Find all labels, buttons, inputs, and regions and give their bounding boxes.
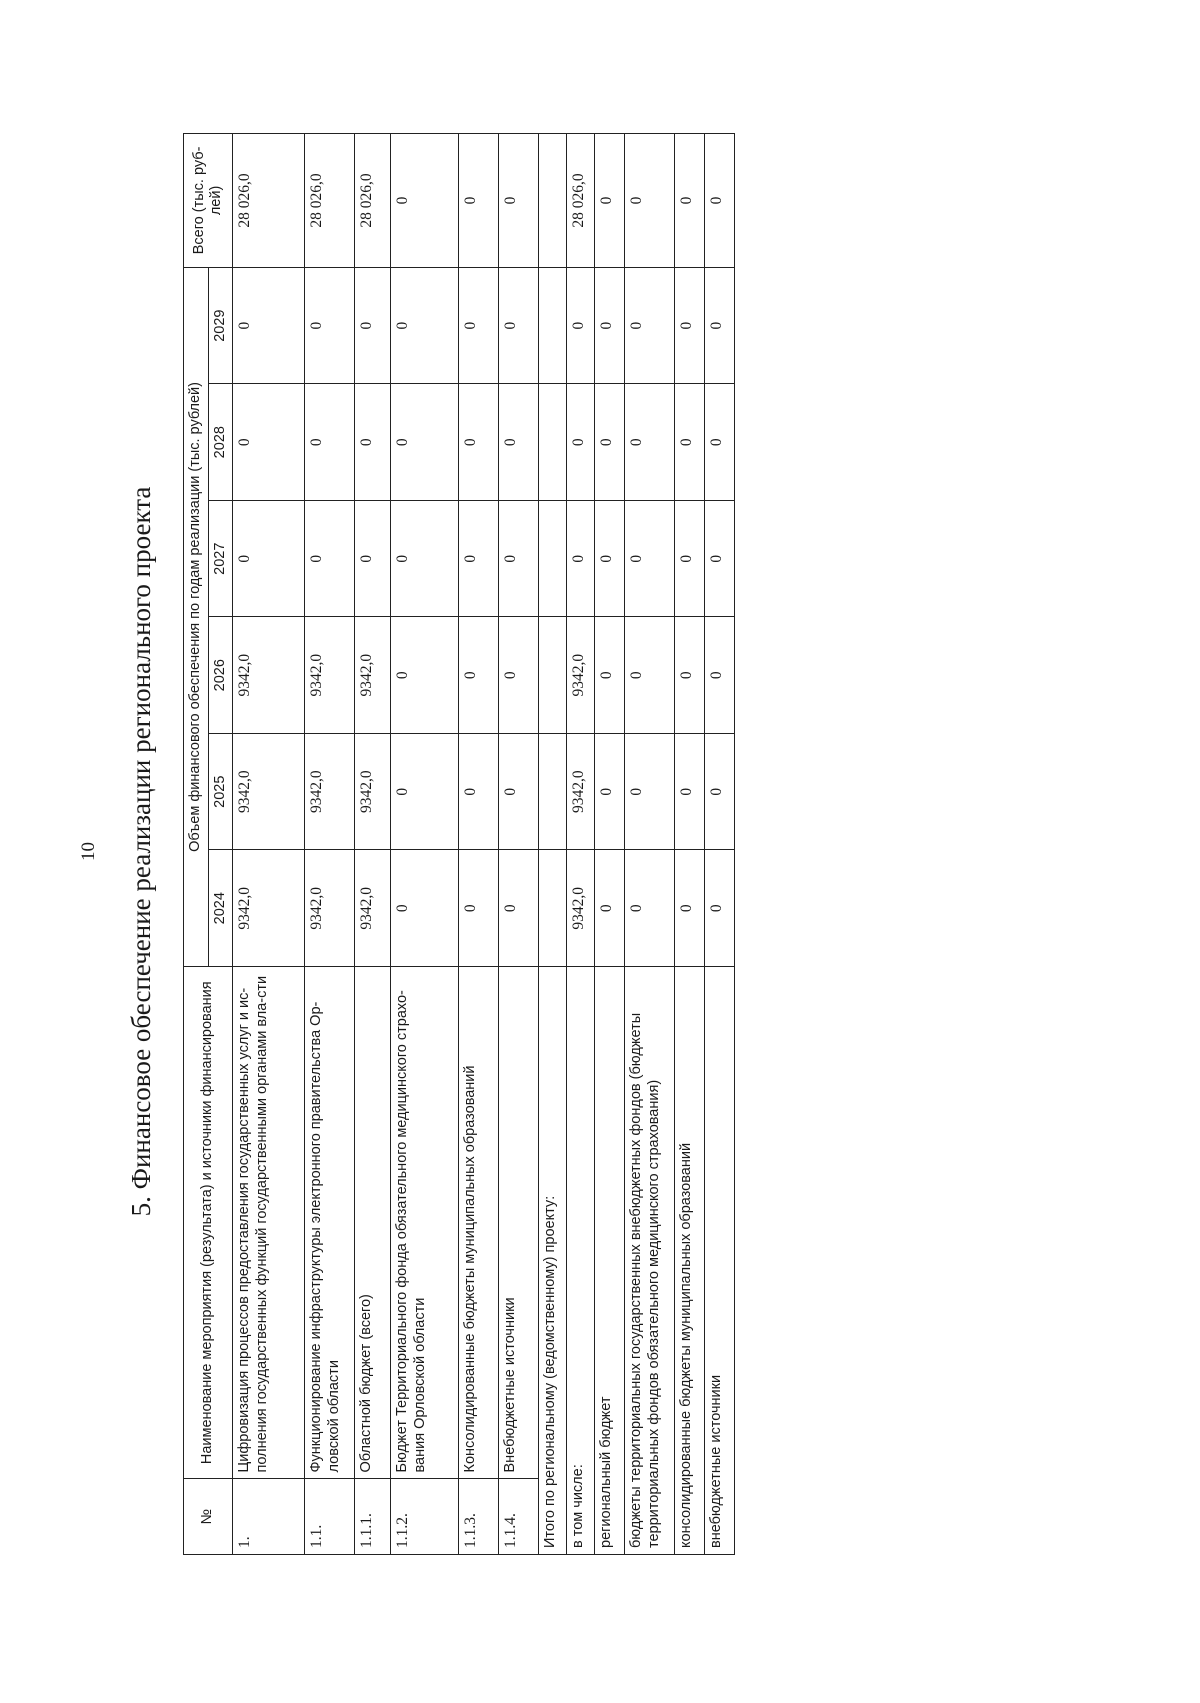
value-cell: 0 xyxy=(499,267,539,384)
value-cell: 0 xyxy=(705,267,735,384)
value-cell: 0 xyxy=(391,617,459,734)
row-number: 1.1.3. xyxy=(459,1479,499,1555)
value-cell: 0 xyxy=(675,617,705,734)
total-cell: 28 026,0 xyxy=(305,134,355,268)
table-row xyxy=(391,134,459,1555)
header-year: 2026 xyxy=(208,617,233,734)
value-cell: 0 xyxy=(233,500,305,617)
value-cell: 0 xyxy=(625,850,675,967)
sub-row-name: консолидированные бюджеты муниципальных образований xyxy=(675,967,705,1555)
value-cell: 0 xyxy=(625,500,675,617)
header-year: 2028 xyxy=(208,384,233,501)
value-cell: 0 xyxy=(595,617,625,734)
row-name: Бюджет Территориального фонда обязательного медицинского страхо-вания Орловской области xyxy=(391,967,459,1479)
table-row xyxy=(459,134,499,1555)
value-cell: 0 xyxy=(567,384,595,501)
table-row xyxy=(233,134,305,1555)
total-label: Итого по региональному (ведомственному) проекту: xyxy=(539,967,567,1555)
row-name: Функционирование инфраструктуры электронного правительства Ор-ловской области xyxy=(305,967,355,1479)
value-cell: 0 xyxy=(459,500,499,617)
value-cell: 0 xyxy=(459,617,499,734)
header-name: Наименование мероприятия (результата) и источники финансирования xyxy=(184,967,233,1479)
value-cell: 9342,0 xyxy=(567,617,595,734)
value-cell: 0 xyxy=(675,267,705,384)
value-cell: 0 xyxy=(391,500,459,617)
value-cell: 0 xyxy=(625,733,675,850)
header-year: 2027 xyxy=(208,500,233,617)
total-cell: 0 xyxy=(391,134,459,268)
sub-row xyxy=(705,134,735,1555)
value-cell: 0 xyxy=(305,500,355,617)
value-cell: 0 xyxy=(675,500,705,617)
value-cell: 0 xyxy=(567,500,595,617)
sub-row-name: бюджеты территориальных государственных внебюджетных фондов (бюджеты территориальных фондов обязательного медицинского страхования) xyxy=(625,967,675,1555)
value-cell: 9342,0 xyxy=(567,733,595,850)
row-name: Консолидированные бюджеты муниципальных образований xyxy=(459,967,499,1479)
value-cell: 9342,0 xyxy=(305,733,355,850)
value-cell: 0 xyxy=(625,617,675,734)
value-cell: 9342,0 xyxy=(355,617,391,734)
value-cell: 9342,0 xyxy=(305,617,355,734)
value-cell: 0 xyxy=(499,617,539,734)
total-cell: 0 xyxy=(675,134,705,268)
row-name: Цифровизация процессов предоставления государственных услуг и ис-полнения государственных функций государственными органами вла-сти xyxy=(233,967,305,1479)
value-cell: 9342,0 xyxy=(567,850,595,967)
value-cell: 0 xyxy=(567,267,595,384)
value-cell: 9342,0 xyxy=(233,733,305,850)
value-cell: 0 xyxy=(459,267,499,384)
total-cell: 0 xyxy=(705,134,735,268)
value-cell: 0 xyxy=(595,384,625,501)
row-number: 1. xyxy=(233,1479,305,1555)
value-cell: 0 xyxy=(391,733,459,850)
value-cell: 0 xyxy=(499,500,539,617)
total-row xyxy=(539,134,567,1555)
value-cell: 0 xyxy=(391,384,459,501)
total-cell: 28 026,0 xyxy=(233,134,305,268)
header-year: 2025 xyxy=(208,733,233,850)
row-number: 1.1.1. xyxy=(355,1479,391,1555)
value-cell: 0 xyxy=(355,500,391,617)
page-title: 5. Финансовое обеспечение реализации регионального проекта xyxy=(126,486,156,1217)
value-cell: 0 xyxy=(595,500,625,617)
sub-row xyxy=(675,134,705,1555)
value-cell: 0 xyxy=(233,267,305,384)
value-cell: 0 xyxy=(705,733,735,850)
value-cell: 9342,0 xyxy=(305,850,355,967)
value-cell: 0 xyxy=(305,267,355,384)
sub-row-name: региональный бюджет xyxy=(595,967,625,1555)
total-cell: 28 026,0 xyxy=(355,134,391,268)
value-cell: 0 xyxy=(499,384,539,501)
header-number: № xyxy=(184,1479,233,1555)
subtotal-label: в том числе: xyxy=(567,967,595,1555)
value-cell: 0 xyxy=(391,850,459,967)
sub-row-name: внебюджетные источники xyxy=(705,967,735,1555)
row-name: Внебюджетные источники xyxy=(499,967,539,1479)
value-cell: 0 xyxy=(595,850,625,967)
value-cell: 9342,0 xyxy=(233,617,305,734)
value-cell: 0 xyxy=(355,267,391,384)
value-cell: 9342,0 xyxy=(355,850,391,967)
row-number: 1.1. xyxy=(305,1479,355,1555)
value-cell: 9342,0 xyxy=(233,850,305,967)
value-cell: 0 xyxy=(675,733,705,850)
header-total: Всего (тыс. руб-лей) xyxy=(184,134,233,268)
total-cell: 0 xyxy=(499,134,539,268)
page-number: 10 xyxy=(78,842,99,861)
row-number: 1.1.4. xyxy=(499,1479,539,1555)
sub-row xyxy=(595,134,625,1555)
sub-row xyxy=(625,134,675,1555)
value-cell: 0 xyxy=(233,384,305,501)
value-cell: 0 xyxy=(705,384,735,501)
value-cell: 0 xyxy=(499,733,539,850)
value-cell: 0 xyxy=(305,384,355,501)
value-cell: 0 xyxy=(675,850,705,967)
total-cell: 28 026,0 xyxy=(567,134,595,268)
total-cell: 0 xyxy=(625,134,675,268)
row-name: Областной бюджет (всего) xyxy=(355,967,391,1479)
value-cell: 0 xyxy=(499,850,539,967)
value-cell: 0 xyxy=(705,617,735,734)
total-cell: 0 xyxy=(595,134,625,268)
value-cell: 0 xyxy=(459,733,499,850)
value-cell: 0 xyxy=(705,500,735,617)
row-number: 1.1.2. xyxy=(391,1479,459,1555)
value-cell: 9342,0 xyxy=(355,733,391,850)
value-cell: 0 xyxy=(595,733,625,850)
financing-table xyxy=(183,133,735,1555)
header-volume: Объем финансового обеспечения по годам реализации (тыс. рублей) xyxy=(184,267,209,966)
value-cell: 0 xyxy=(459,850,499,967)
table-row xyxy=(355,134,391,1555)
value-cell: 0 xyxy=(625,384,675,501)
value-cell: 0 xyxy=(391,267,459,384)
table-row xyxy=(305,134,355,1555)
value-cell: 0 xyxy=(459,384,499,501)
table-row xyxy=(499,134,539,1555)
value-cell: 0 xyxy=(595,267,625,384)
subtotal-row xyxy=(567,134,595,1555)
header-year: 2029 xyxy=(208,267,233,384)
value-cell: 0 xyxy=(625,267,675,384)
value-cell: 0 xyxy=(675,384,705,501)
value-cell: 0 xyxy=(705,850,735,967)
total-cell: 0 xyxy=(459,134,499,268)
header-year: 2024 xyxy=(208,850,233,967)
value-cell: 0 xyxy=(355,384,391,501)
